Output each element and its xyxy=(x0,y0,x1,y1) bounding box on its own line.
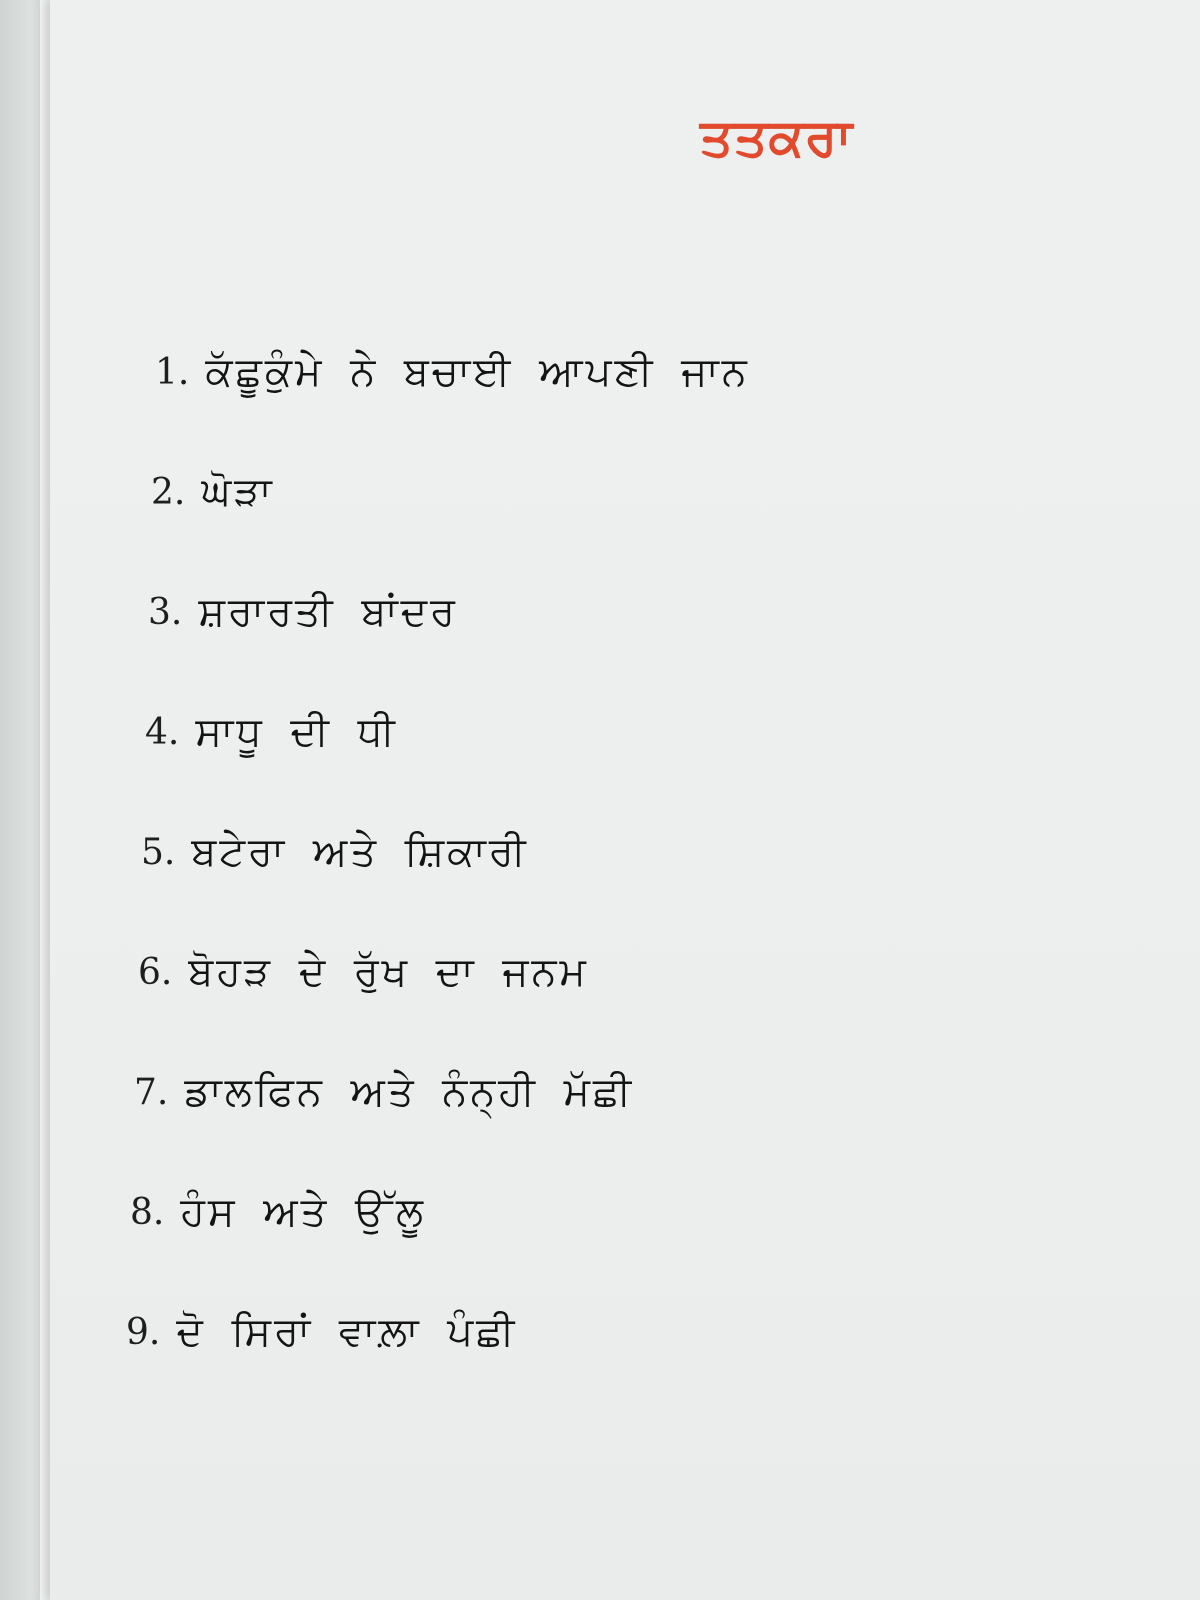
toc-item xyxy=(50,432,1200,552)
toc-item-number: 6. xyxy=(138,951,173,993)
toc-item-title: ਹੰਸ ਅਤੇ ਉੱਲੂ xyxy=(180,1189,426,1235)
toc-item xyxy=(50,912,1200,1032)
toc-item xyxy=(50,1272,1200,1392)
toc-item xyxy=(50,552,1200,672)
toc-item-number: 4. xyxy=(145,711,180,753)
toc-item-title: ਕੱਛੂਕੁੰਮੇ ਨੇ ਬਚਾਈ ਆਪਣੀ ਜਾਨ xyxy=(205,349,750,395)
toc-item xyxy=(50,312,1200,432)
toc-item-title: ਡਾਲਫਿਨ ਅਤੇ ਨੰਨ੍ਹੀ ਮੱਛੀ xyxy=(184,1069,635,1115)
toc-item-number: 1. xyxy=(155,351,190,393)
toc-item-title: ਦੋ ਸਿਰਾਂ ਵਾਲ਼ਾ ਪੰਛੀ xyxy=(176,1309,518,1355)
toc-item-title: ਬਟੇਰਾ ਅਤੇ ਸ਼ਿਕਾਰੀ xyxy=(191,829,529,875)
toc-item-title: ਬੋਹੜ ਦੇ ਰੁੱਖ ਦਾ ਜਨਮ xyxy=(188,949,589,995)
toc-item xyxy=(50,1152,1200,1272)
table-of-contents xyxy=(50,312,1200,1392)
toc-item-number: 9. xyxy=(126,1311,161,1353)
toc-item-title: ਸ਼ਰਾਰਤੀ ਬਾਂਦਰ xyxy=(198,589,458,635)
toc-item xyxy=(50,672,1200,792)
toc-item xyxy=(50,1032,1200,1152)
toc-item-title: ਘੋੜਾ xyxy=(201,469,275,515)
toc-item-number: 8. xyxy=(130,1191,165,1233)
toc-item-number: 7. xyxy=(134,1071,169,1113)
toc-item xyxy=(50,792,1200,912)
toc-item-number: 2. xyxy=(151,471,186,513)
page-title: ਤਤਕਰਾ xyxy=(700,108,854,168)
book-page xyxy=(50,0,1200,1600)
toc-item-title: ਸਾਧੂ ਦੀ ਧੀ xyxy=(195,709,398,755)
toc-item-number: 3. xyxy=(148,591,183,633)
toc-item-number: 5. xyxy=(141,831,176,873)
